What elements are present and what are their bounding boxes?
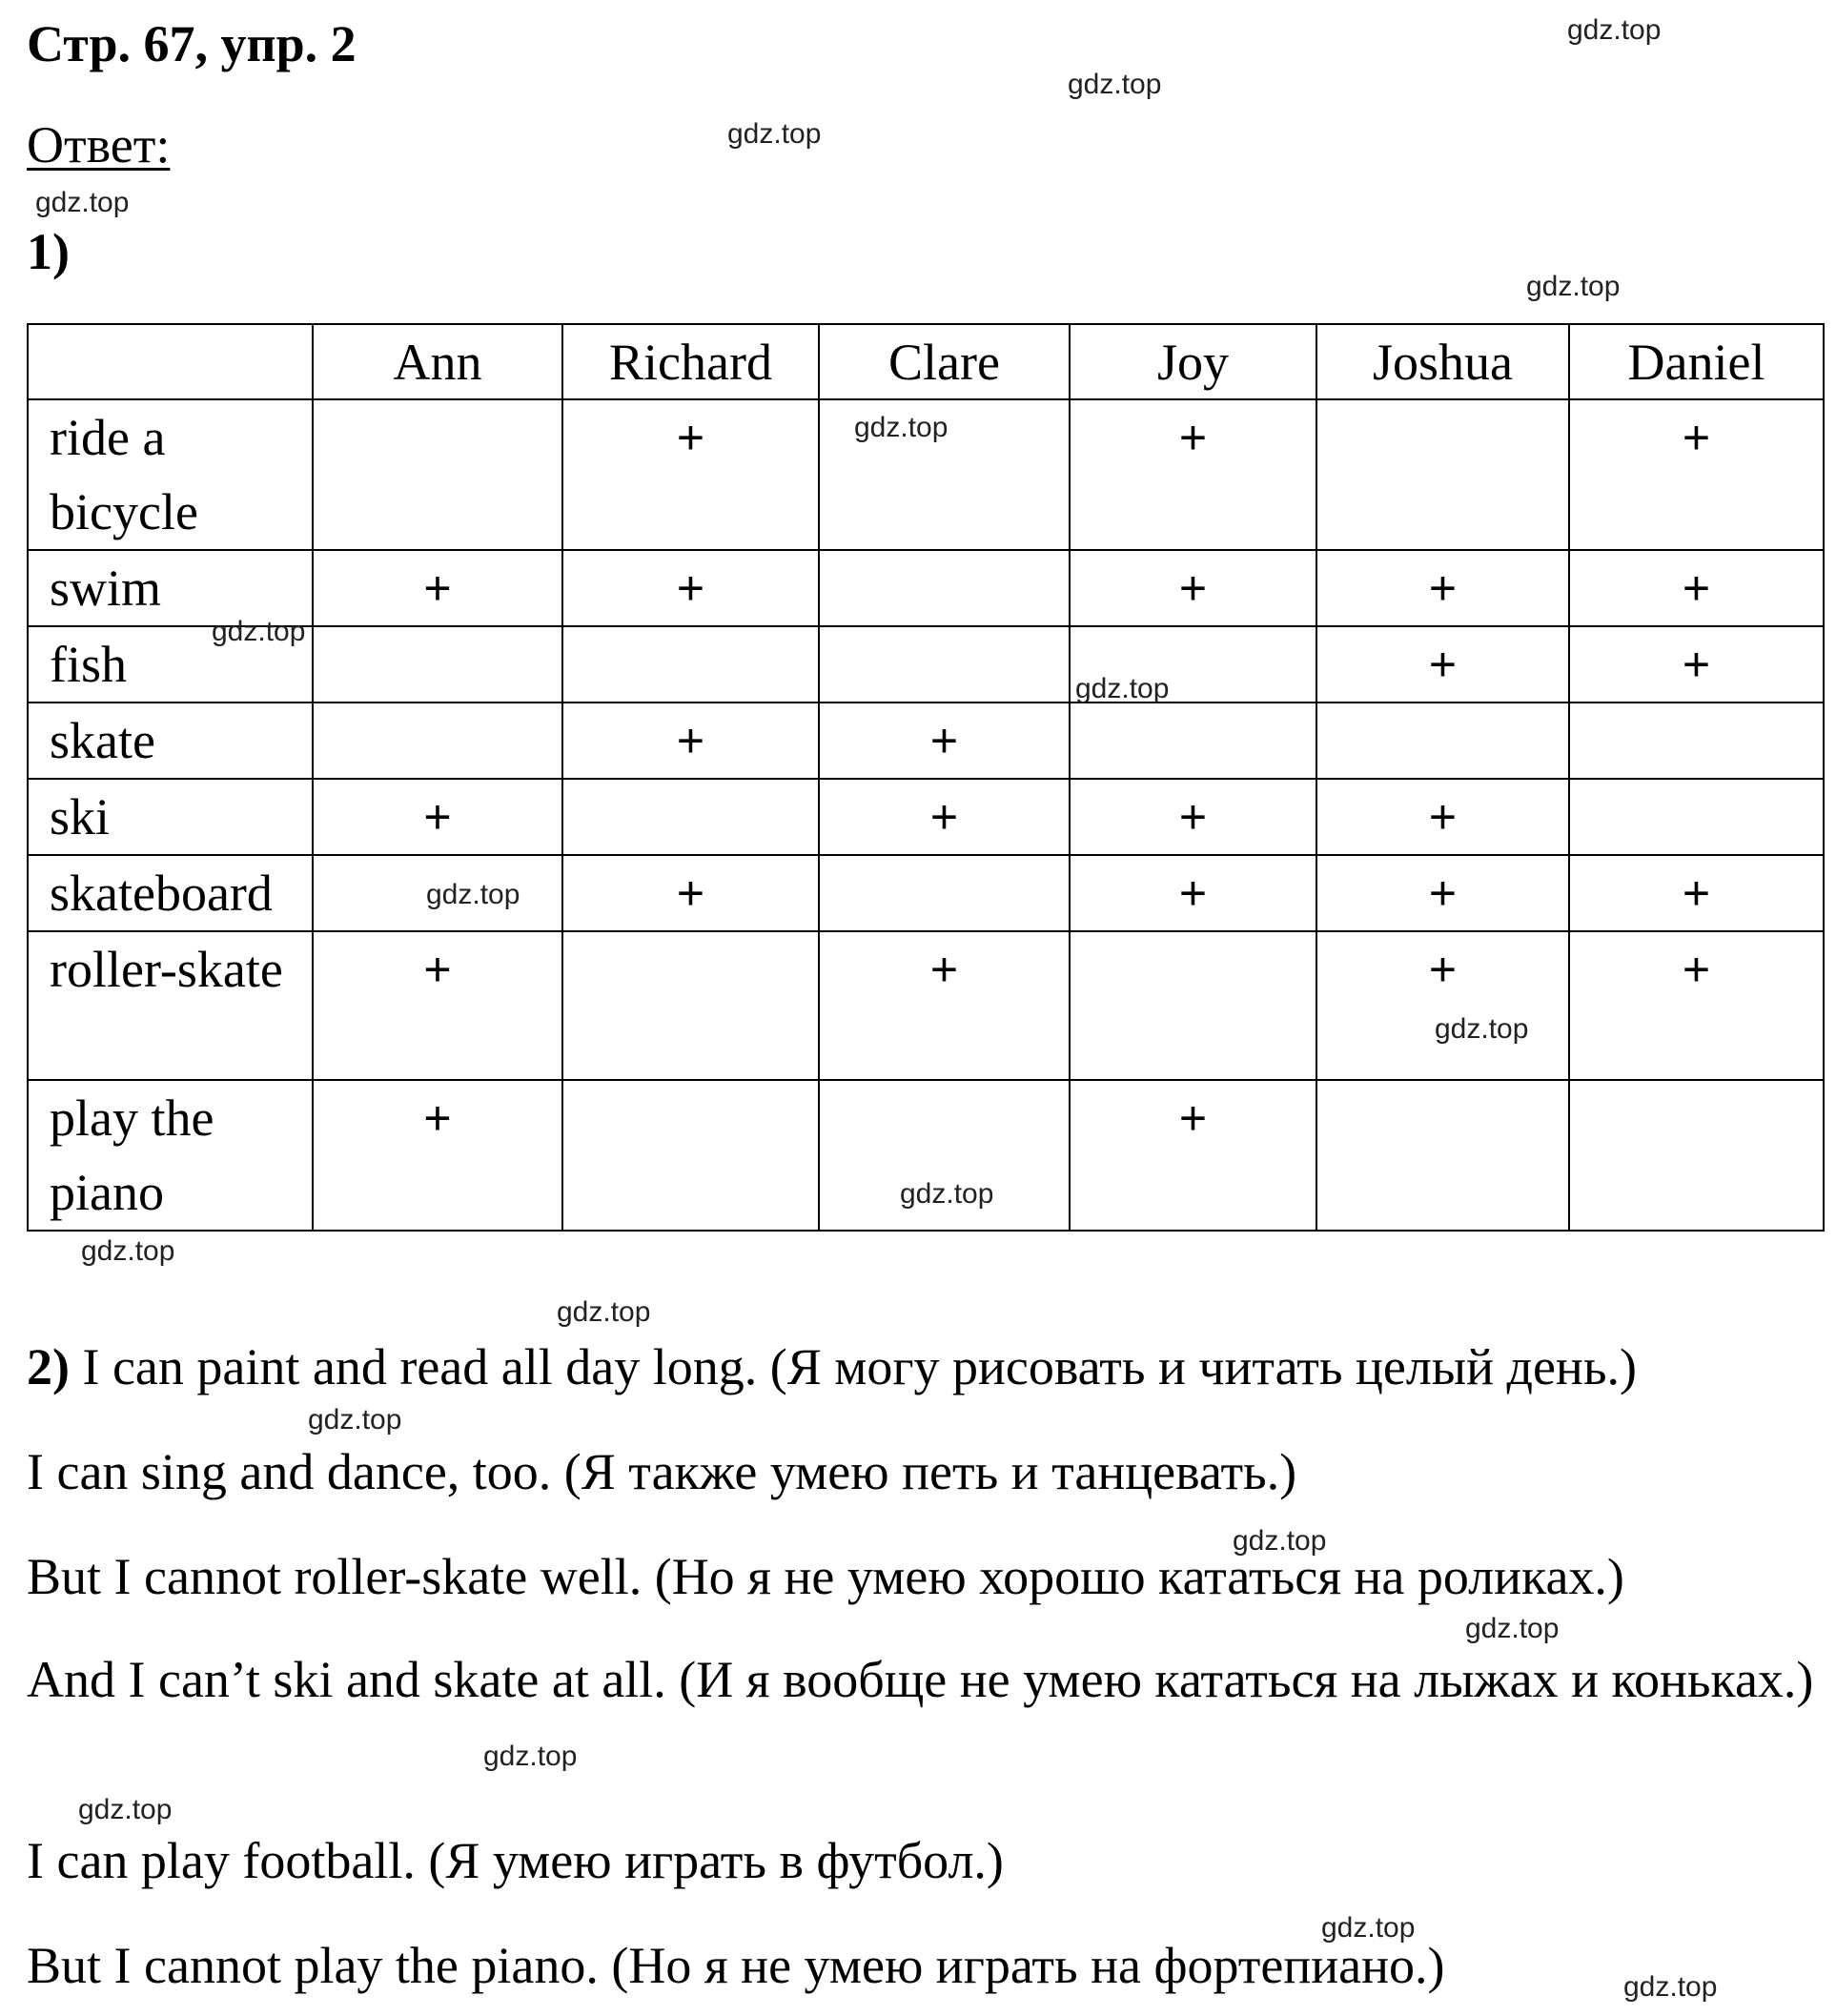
mark-cell: [313, 399, 562, 550]
mark-cell: [562, 626, 819, 703]
watermark-text: gdz.top: [900, 1178, 994, 1210]
column-header-joy: Joy: [1070, 324, 1316, 399]
mark-cell: [819, 550, 1070, 626]
mark-cell: +: [819, 779, 1070, 855]
answer-label: Ответ:: [27, 116, 171, 173]
mark-cell: +: [1316, 550, 1569, 626]
column-header-ann: Ann: [313, 324, 562, 399]
mark-cell: +: [1070, 550, 1316, 626]
mark-cell: [1070, 931, 1316, 1080]
activity-cell: roller-skate: [28, 931, 313, 1080]
watermark-text: gdz.top: [81, 1235, 175, 1267]
mark-cell: +: [1070, 779, 1316, 855]
mark-cell: +: [562, 855, 819, 931]
column-header-joshua: Joshua: [1316, 324, 1569, 399]
mark-cell: [1569, 779, 1824, 855]
table-row: [28, 855, 1824, 931]
column-header-corner: [28, 324, 313, 399]
mark-cell: +: [1316, 626, 1569, 703]
mark-cell: +: [1569, 626, 1824, 703]
section-2-number: 2): [27, 1338, 70, 1395]
activity-cell: swim: [28, 550, 313, 626]
activity-cell: skateboard: [28, 855, 313, 931]
mark-cell: +: [313, 550, 562, 626]
watermark-text: gdz.top: [1321, 1912, 1416, 1944]
watermark-text: gdz.top: [727, 118, 822, 150]
watermark-text: gdz.top: [854, 412, 949, 443]
mark-cell: [1569, 703, 1824, 779]
watermark-text: gdz.top: [212, 616, 306, 647]
mark-cell: +: [562, 703, 819, 779]
mark-cell: +: [1070, 855, 1316, 931]
watermark-text: gdz.top: [1435, 1013, 1529, 1045]
table-row: [28, 550, 1824, 626]
watermark-text: gdz.top: [78, 1794, 173, 1825]
activity-cell: ski: [28, 779, 313, 855]
watermark-text: gdz.top: [35, 187, 130, 218]
mark-cell: +: [1316, 855, 1569, 931]
mark-cell: +: [1316, 779, 1569, 855]
sentence-6: But I cannot play the piano. (Но я не умею играть на фортепиано.): [27, 1937, 1445, 1994]
table-row: [28, 779, 1824, 855]
activity-cell: play the piano: [28, 1080, 313, 1231]
sentence-5: I can play football. (Я умею играть в футбол.): [27, 1832, 1004, 1889]
mark-cell: +: [313, 1080, 562, 1231]
watermark-text: gdz.top: [1075, 673, 1170, 704]
column-header-clare: Clare: [819, 324, 1070, 399]
mark-cell: [562, 931, 819, 1080]
mark-cell: [313, 703, 562, 779]
column-header-richard: Richard: [562, 324, 819, 399]
mark-cell: [819, 626, 1070, 703]
watermark-text: gdz.top: [1068, 69, 1162, 100]
table-row: [28, 703, 1824, 779]
column-header-daniel: Daniel: [1569, 324, 1824, 399]
activity-cell: ride a bicycle: [28, 399, 313, 550]
mark-cell: [1070, 703, 1316, 779]
mark-cell: +: [1070, 399, 1316, 550]
page-title: Стр. 67, упр. 2: [27, 15, 357, 72]
abilities-table: [27, 323, 1825, 1232]
sentence-2: I can sing and dance, too. (Я также умею петь и танцевать.): [27, 1443, 1297, 1500]
watermark-text: gdz.top: [1233, 1525, 1327, 1557]
mark-cell: [819, 855, 1070, 931]
mark-cell: [1316, 703, 1569, 779]
watermark-text: gdz.top: [1465, 1613, 1560, 1644]
table-row: [28, 931, 1824, 1080]
mark-cell: +: [819, 931, 1070, 1080]
watermark-text: gdz.top: [483, 1741, 578, 1772]
activity-cell: fish: [28, 626, 313, 703]
mark-cell: +: [1316, 931, 1569, 1080]
mark-cell: +: [562, 399, 819, 550]
mark-cell: [1316, 399, 1569, 550]
watermark-text: gdz.top: [426, 879, 520, 910]
watermark-text: gdz.top: [308, 1404, 402, 1436]
mark-cell: [1316, 1080, 1569, 1231]
mark-cell: [1569, 1080, 1824, 1231]
watermark-text: gdz.top: [1567, 14, 1662, 46]
sentence-4: And I can’t ski and skate at all. (И я вообще не умею кататься на лыжах и коньках.): [27, 1651, 1814, 1708]
activity-cell: skate: [28, 703, 313, 779]
mark-cell: +: [1070, 1080, 1316, 1231]
mark-cell: +: [819, 703, 1070, 779]
watermark-text: gdz.top: [1526, 271, 1621, 302]
mark-cell: +: [313, 779, 562, 855]
watermark-text: gdz.top: [557, 1296, 651, 1328]
mark-cell: +: [1569, 399, 1824, 550]
mark-cell: +: [1569, 931, 1824, 1080]
mark-cell: [562, 1080, 819, 1231]
mark-cell: [313, 626, 562, 703]
mark-cell: [562, 779, 819, 855]
sentence-3: But I cannot roller-skate well. (Но я не умею хорошо кататься на роликах.): [27, 1548, 1624, 1605]
mark-cell: +: [1569, 855, 1824, 931]
watermark-text: gdz.top: [1623, 1971, 1718, 2003]
mark-cell: +: [313, 931, 562, 1080]
mark-cell: +: [1569, 550, 1824, 626]
mark-cell: +: [562, 550, 819, 626]
section-1-number: 1): [27, 223, 70, 280]
sentence-1-text: I can paint and read all day long. (Я могу рисовать и читать целый день.): [82, 1338, 1637, 1395]
sentence-1: [27, 1336, 1824, 1397]
table-header-row: [28, 324, 1824, 399]
